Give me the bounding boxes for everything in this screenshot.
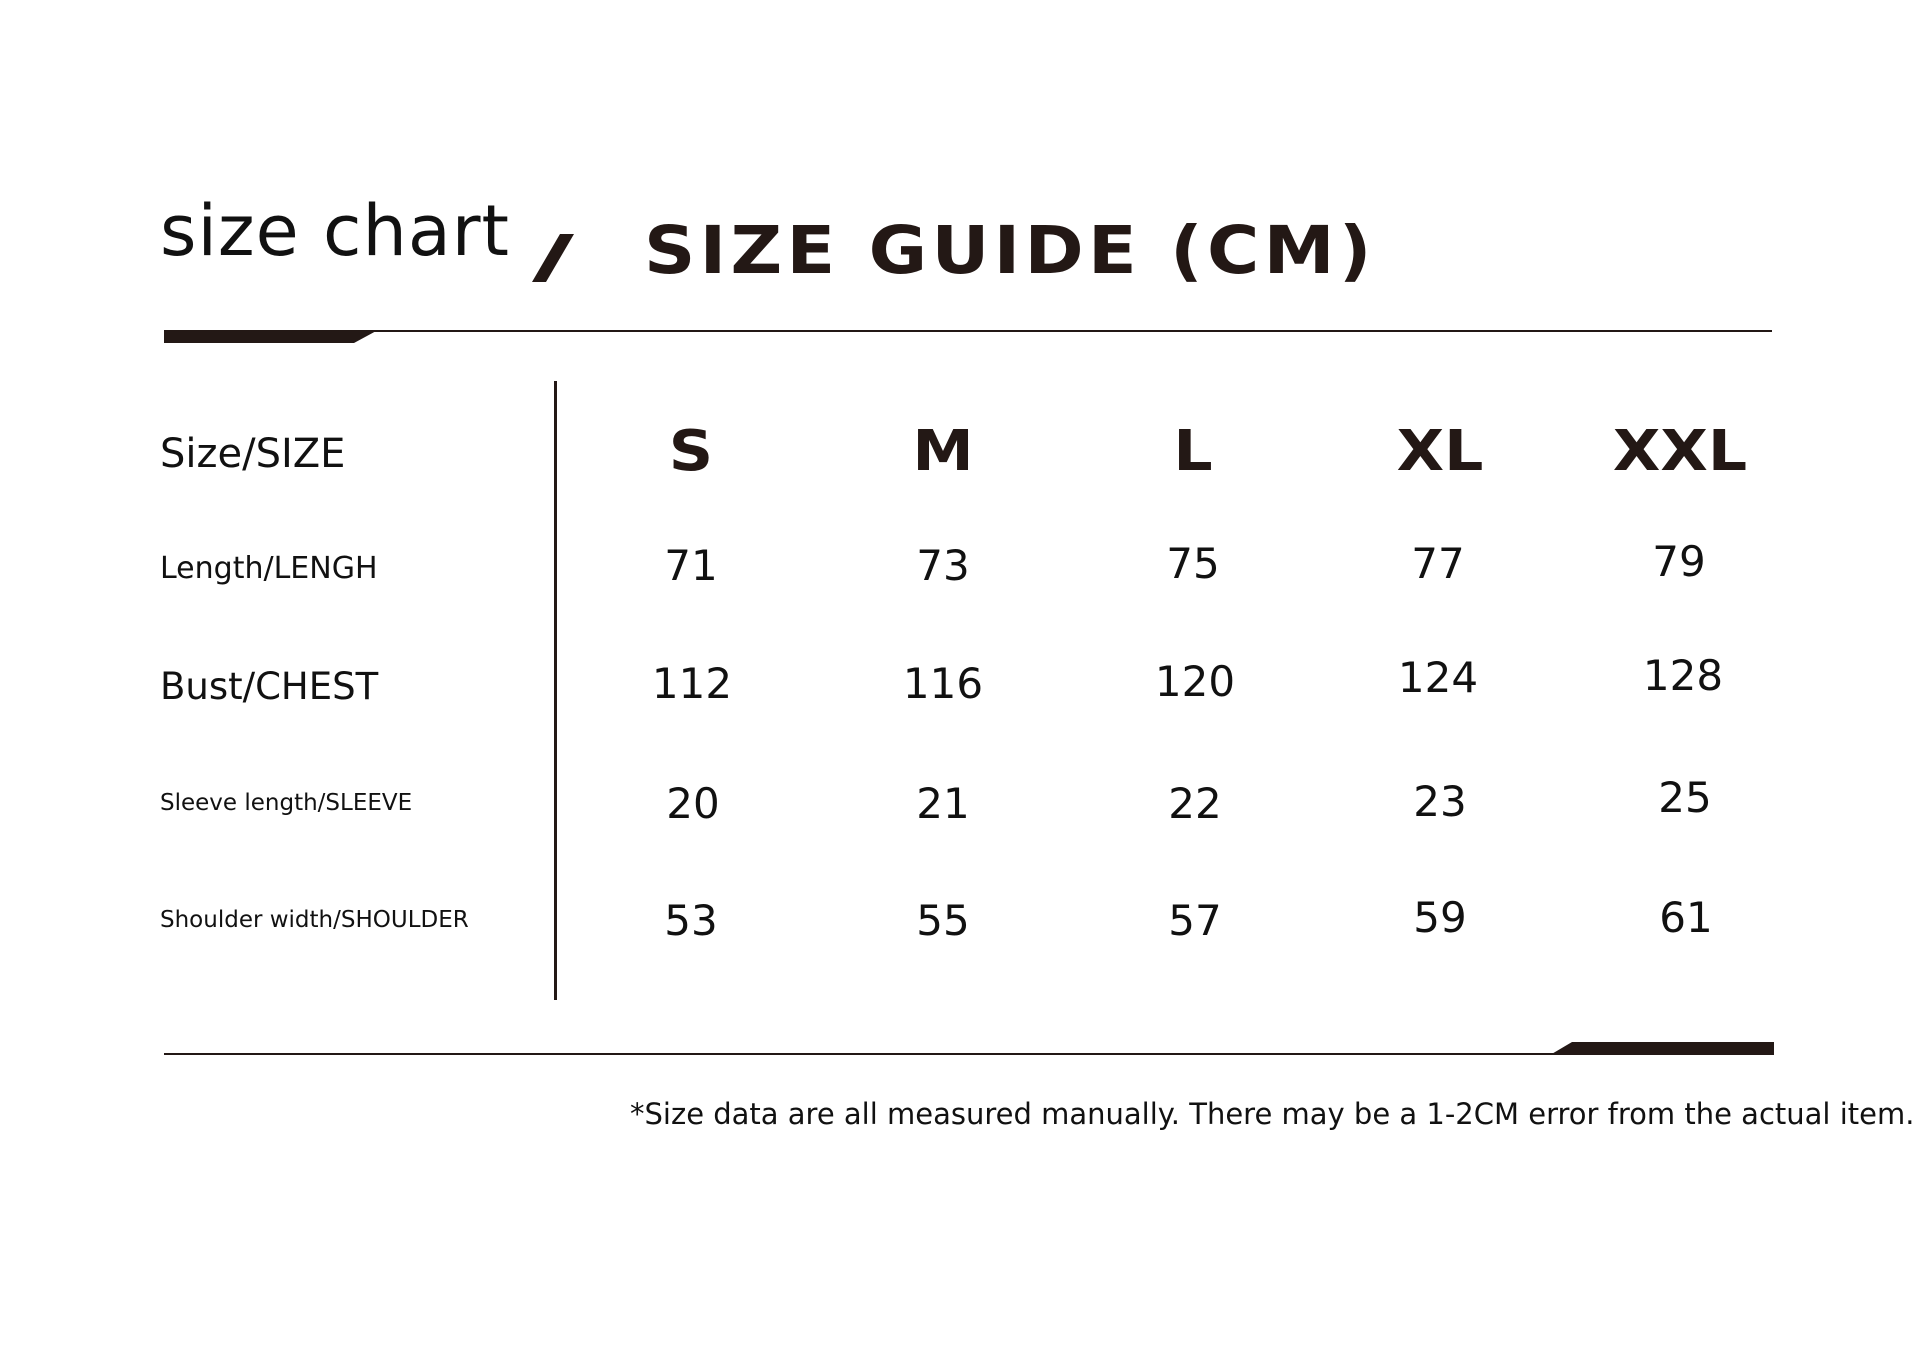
cell-sleeve-xl: 23 xyxy=(1413,777,1467,826)
cell-chest-xl: 124 xyxy=(1397,653,1479,702)
cell-sleeve-s: 20 xyxy=(666,779,720,828)
cell-length-xl: 77 xyxy=(1411,539,1465,588)
size-header-m: M xyxy=(912,419,974,484)
cell-chest-xxl: 128 xyxy=(1642,651,1724,700)
size-header-l: L xyxy=(1173,419,1213,484)
cell-chest-s: 112 xyxy=(651,659,733,708)
size-header-xxl: XXL xyxy=(1612,419,1748,484)
bottom-divider-rule xyxy=(164,1036,1774,1056)
cell-length-m: 73 xyxy=(916,541,970,590)
row-label-size: Size/SIZE xyxy=(160,431,346,477)
title-size-guide: SIZE GUIDE (CM) xyxy=(644,212,1376,289)
cell-shoulder-l: 57 xyxy=(1168,896,1222,945)
cell-shoulder-xxl: 61 xyxy=(1659,893,1713,942)
row-label-chest: Bust/CHEST xyxy=(160,665,379,708)
row-label-sleeve: Sleeve length/SLEEVE xyxy=(160,790,413,816)
column-divider xyxy=(554,381,557,1000)
cell-shoulder-xl: 59 xyxy=(1413,893,1467,942)
title-separator-slash-icon xyxy=(532,234,576,282)
row-label-shoulder: Shoulder width/SHOULDER xyxy=(160,907,469,933)
title-size-chart: size chart xyxy=(160,190,510,272)
cell-sleeve-l: 22 xyxy=(1168,779,1222,828)
cell-length-s: 71 xyxy=(664,541,718,590)
cell-chest-l: 120 xyxy=(1154,657,1236,706)
top-divider-rule xyxy=(164,328,1772,331)
cell-sleeve-xxl: 25 xyxy=(1658,773,1712,822)
measurement-note: *Size data are all measured manually. There may be a 1-2CM error from the actual item. xyxy=(630,1097,1915,1131)
cell-shoulder-s: 53 xyxy=(664,896,718,945)
cell-chest-m: 116 xyxy=(902,659,984,708)
size-header-s: S xyxy=(668,419,714,484)
cell-shoulder-m: 55 xyxy=(916,896,970,945)
cell-sleeve-m: 21 xyxy=(916,779,970,828)
row-label-length: Length/LENGH xyxy=(160,551,378,586)
size-header-xl: XL xyxy=(1396,419,1484,484)
cell-length-xxl: 79 xyxy=(1652,537,1706,586)
cell-length-l: 75 xyxy=(1166,539,1220,588)
